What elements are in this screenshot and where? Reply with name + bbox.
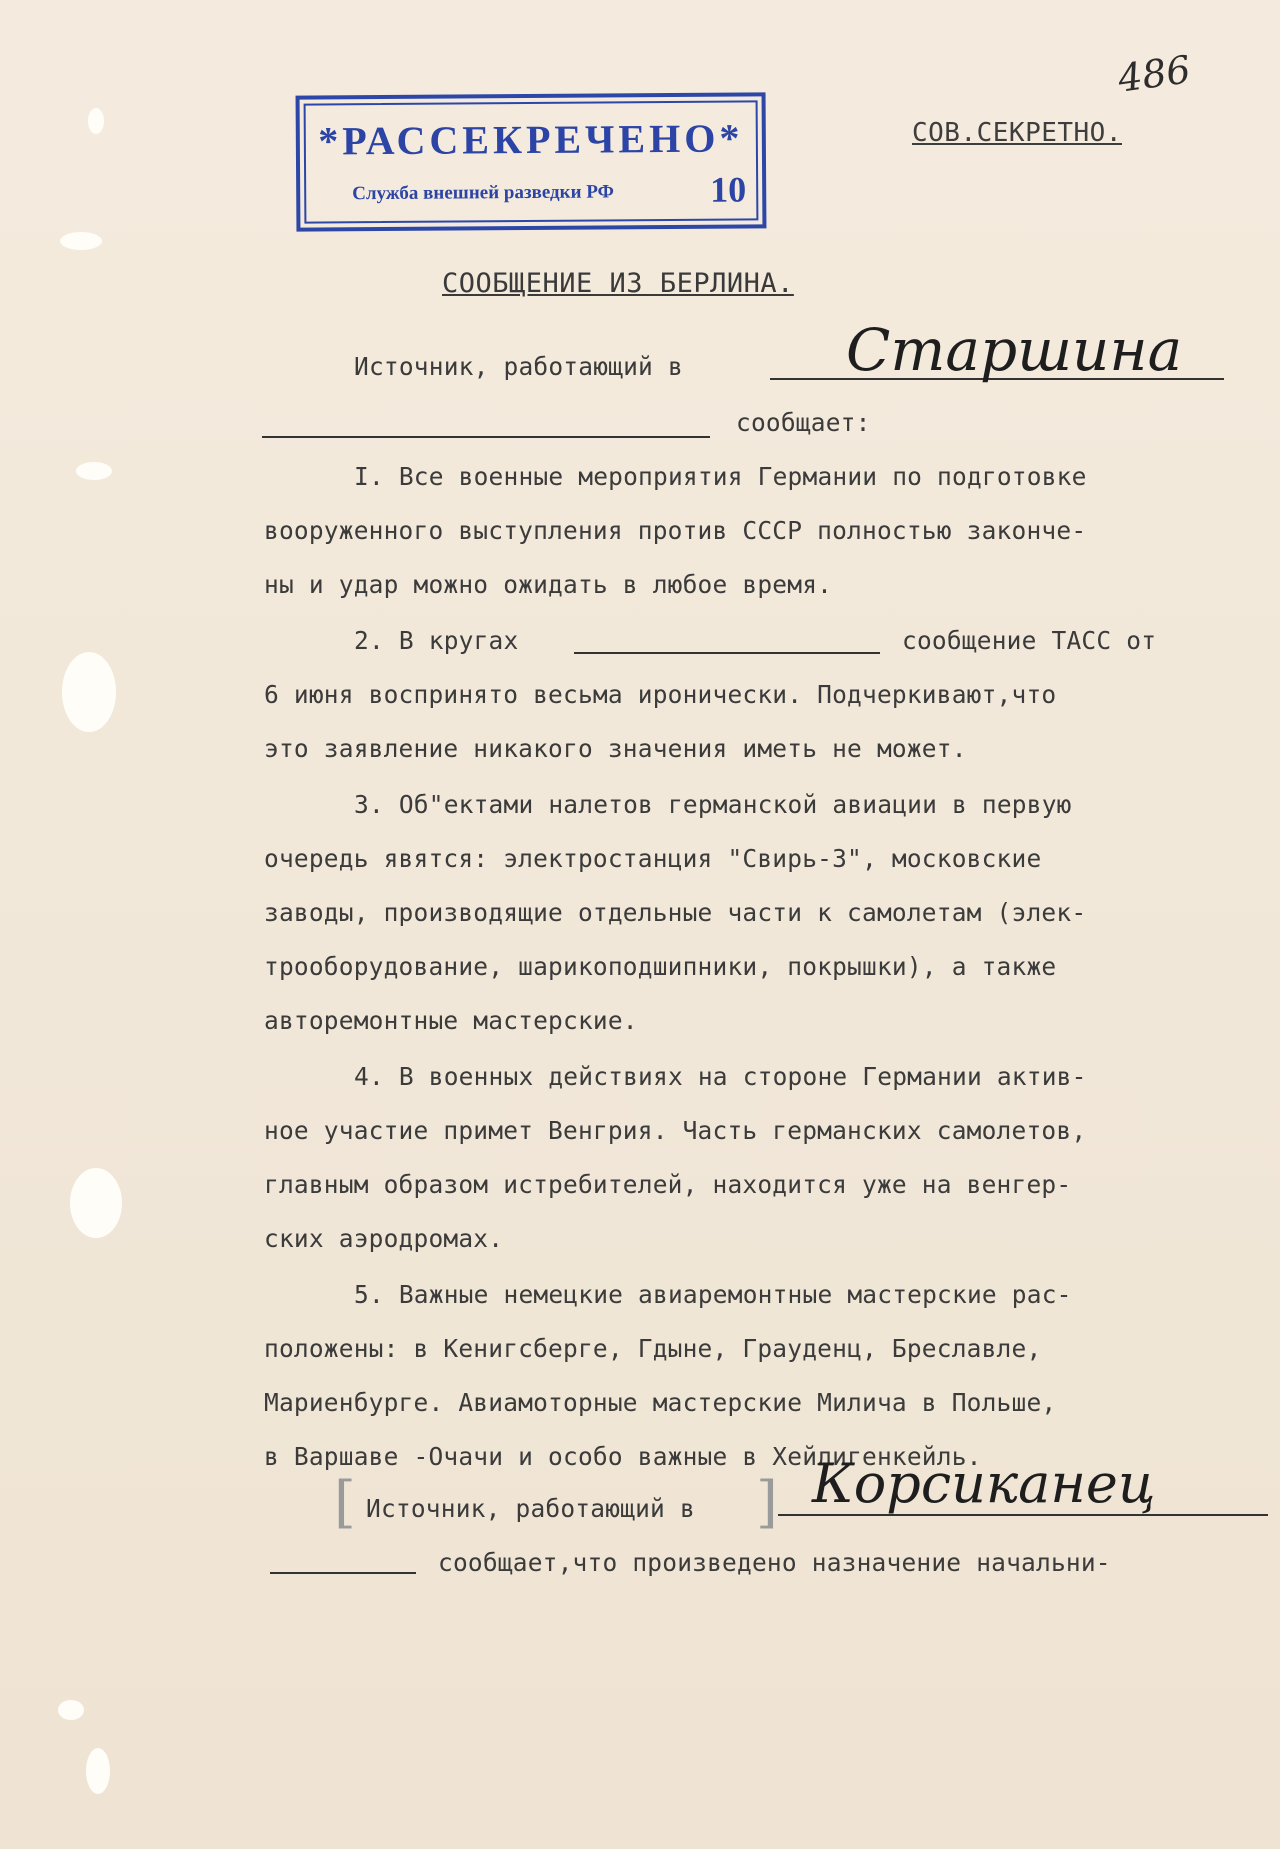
punch-hole [70,1168,122,1238]
text-line: положены: в Кенигсберге, Гдыне, Грауденц, Бреславле, [264,1334,1042,1363]
handwritten-org-name: Старшина [846,316,1183,384]
text-line: I. Все военные мероприятия Германии по подготовке [354,462,1087,491]
text-line: 5. Важные немецкие авиаремонтные мастерские рас- [354,1280,1072,1309]
punch-hole [58,1700,84,1720]
stamp-number: 10 [710,169,747,210]
declassified-stamp [296,92,767,231]
text-line: ное участие примет Венгрия. Часть германских самолетов, [264,1116,1087,1145]
handwritten-page-number: 486 [1115,47,1194,101]
punch-hole [62,652,116,732]
source-intro-prefix: Источник, работающий в [354,352,683,381]
text-line: в Варшаве -Очачи и особо важные в Хейлигенкейль. [264,1442,982,1471]
pencil-bracket: ] [756,1470,778,1535]
blank-line [262,436,710,438]
text-line: авторемонтные мастерские. [264,1006,638,1035]
text-line: 6 июня воспринято весьма иронически. Подчеркивают,что [264,680,1057,709]
stamp-title: *РАССЕКРЕЧЕНО* [318,115,744,164]
punch-hole [88,108,104,134]
text-line: Мариенбурге. Авиамоторные мастерские Милича в Польше, [264,1388,1057,1417]
text-line: ских аэродромах. [264,1224,504,1253]
text-line: это заявление никакого значения иметь не может. [264,734,967,763]
text-line: главным образом истребителей, находится уже на венгер- [264,1170,1072,1199]
document-title: СООБЩЕНИЕ ИЗ БЕРЛИНА. [442,268,794,299]
text-line: заводы, производящие отдельные части к самолетам (элек- [264,898,1087,927]
text-line: 4. В военных действиях на стороне Германии актив- [354,1062,1087,1091]
pencil-bracket: [ [334,1470,356,1535]
punch-hole [86,1748,110,1794]
classification-marking: СОВ.СЕКРЕТНО. [912,118,1122,148]
blank-line [270,1572,416,1574]
text-line: трооборудование, шарикоподшипники, покрышки), а также [264,952,1057,981]
blank-line [574,652,880,654]
stamp-agency: Служба внешней разведки РФ [352,181,614,205]
text-line: 2. В кругах [354,626,519,655]
source-two-suffix: сообщает,что произведено назначение начальни- [438,1548,1111,1577]
source-two-prefix: Источник, работающий в [366,1494,695,1523]
handwritten-org-name: Корсиканец [812,1452,1156,1515]
punch-hole [60,232,102,250]
text-line: очередь явятся: электростанция "Свирь-3", московские [264,844,1042,873]
text-line: ны и удар можно ожидать в любое время. [264,570,833,599]
text-line: 3. Об"ектами налетов германской авиации в первую [354,790,1072,819]
punch-hole [76,462,112,480]
text-line: вооруженного выступления против СССР полностью закончe- [264,516,1087,545]
source-intro-suffix: сообщает: [736,408,871,437]
text-line: сообщение ТАСС от [902,626,1157,655]
